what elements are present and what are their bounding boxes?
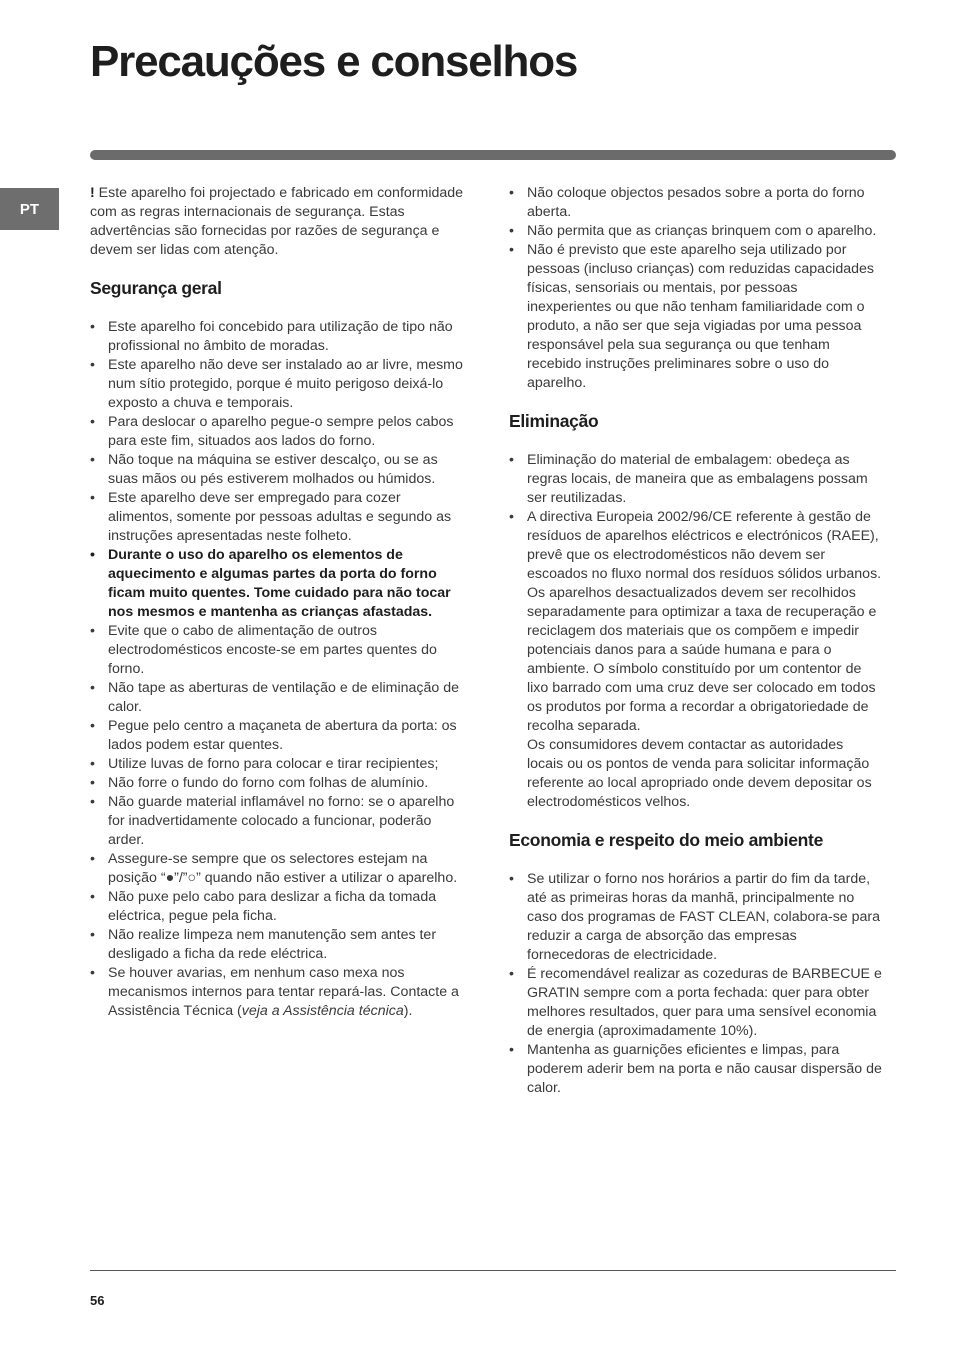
- intro-paragraph: [90, 184, 464, 260]
- eliminacao-list: [509, 451, 883, 812]
- economia-list: [509, 870, 883, 1098]
- cross-reference: veja a Assistência técnica: [241, 1003, 404, 1019]
- list-item: • Assegure-se sempre que os selectores estejam na posição “●”/”○” quando não estiver a utilizar o aparelho.: [90, 850, 464, 888]
- list-item: • Utilize luvas de forno para colocar e tirar recipientes;: [90, 755, 464, 774]
- list-item-text-continued: Os consumidores devem contactar as autoridades locais ou os pontos de venda para solicitar informação referente ao local apropriado onde devem depositar os electrodomésticos velhos.: [527, 737, 872, 810]
- footer-divider: [90, 1270, 896, 1271]
- list-item: • Para deslocar o aparelho pegue-o sempre pelos cabos para este fim, situados aos lados do forno.: [90, 413, 464, 451]
- section-heading-eliminacao: Eliminação: [509, 411, 599, 431]
- continued-list: [509, 184, 883, 393]
- list-item: [90, 964, 464, 1021]
- language-tab: PT: [0, 188, 59, 230]
- section-heading-seguranca: Segurança geral: [90, 278, 222, 298]
- intro-text: Este aparelho foi projectado e fabricado em conformidade com as regras internacionais de segurança. Estas advertências são fornecidas por razões de segurança e devem ser lidas com atenção.: [90, 185, 464, 258]
- list-item: • Este aparelho foi concebido para utilização de tipo não profissional no âmbito de moradas.: [90, 318, 464, 356]
- page-number: 56: [90, 1293, 105, 1308]
- list-item-end: ).: [403, 1003, 413, 1019]
- list-item-warning: • Durante o uso do aparelho os elementos de aquecimento e algumas partes da porta do forno ficam muito quentes. Tome cuidado para não tocar nos mesmos e mantenha as crianças afastadas.: [90, 546, 464, 622]
- list-item: • Não toque na máquina se estiver descalço, ou se as suas mãos ou pés estiverem molhados ou húmidos.: [90, 451, 464, 489]
- list-item-text: • A directiva Europeia 2002/96/CE referente à gestão de resíduos de aparelhos eléctricos e electrónicos (RAEE), prevê que os electrodomésticos não devem ser escoados no fluxo normal dos resíduos sólidos urbanos. Os aparelhos desactualizados devem ser recolhidos separadamente para optimizar a taxa de recuperação e reciclagem dos materiais que os compõem e impedir potenciais danos para a saúde humana e para o ambiente. O símbolo constituído por um contentor de lixo barrado com uma cruz deve ser colocado em todos os produtos por forma a recordar a obrigatoriedade de recolha separada.: [527, 509, 882, 734]
- list-item: • Pegue pelo centro a maçaneta de abertura da porta: os lados podem estar quentes.: [90, 717, 464, 755]
- list-item: • Não realize limpeza nem manutenção sem antes ter desligado a ficha da rede eléctrica.: [90, 926, 464, 964]
- list-item: • Não tape as aberturas de ventilação e de eliminação de calor.: [90, 679, 464, 717]
- list-item: • Este aparelho deve ser empregado para cozer alimentos, somente por pessoas adultas e segundo as instruções apresentadas neste folheto.: [90, 489, 464, 546]
- warning-mark: !: [90, 185, 95, 201]
- list-item: • Se utilizar o forno nos horários a partir do fim da tarde, até as primeiras horas da manhã, principalmente no caso dos programas de FAST CLEAN, colabora-se para reduzir a carga de absorção das empresas fornecedoras de electricidade.: [509, 870, 883, 965]
- seguranca-list: [90, 318, 464, 1021]
- list-item: • Não puxe pelo cabo para deslizar a ficha da tomada eléctrica, pegue pela ficha.: [90, 888, 464, 926]
- list-item: • Não é previsto que este aparelho seja utilizado por pessoas (incluso crianças) com reduzidas capacidades físicas, sensoriais ou mentais, por pessoas inexperientes ou que não tenham familiaridade com o produto, a não ser que seja vigiadas por uma pessoa responsável pela sua segurança ou que tenham recebido instruções preliminares sobre o uso do aparelho.: [509, 241, 883, 393]
- list-item: [509, 508, 883, 812]
- list-item: • Não forre o fundo do forno com folhas de alumínio.: [90, 774, 464, 793]
- list-item: • Não guarde material inflamável no forno: se o aparelho for inadvertidamente colocado a funcionar, poderão arder.: [90, 793, 464, 850]
- list-item: • Este aparelho não deve ser instalado ao ar livre, mesmo num sítio protegido, porque é muito perigoso deixá-lo exposto a chuva e temporais.: [90, 356, 464, 413]
- right-column: [509, 184, 883, 1114]
- list-item: • Evite que o cabo de alimentação de outros electrodomésticos encoste-se em partes quentes do forno.: [90, 622, 464, 679]
- list-item: • Não permita que as crianças brinquem com o aparelho.: [509, 222, 883, 241]
- list-item: • Eliminação do material de embalagem: obedeça as regras locais, de maneira que as embalagens possam ser reutilizadas.: [509, 451, 883, 508]
- page-title: Precauções e conselhos: [90, 37, 578, 86]
- section-heading-economia: Economia e respeito do meio ambiente: [509, 830, 824, 850]
- list-item: • Não coloque objectos pesados sobre a porta do forno aberta.: [509, 184, 883, 222]
- left-column: [90, 184, 464, 1037]
- list-item-text: Se houver avarias, em nenhum caso mexa nos mecanismos internos para tentar repará-las. Contacte a Assistência Técnica (: [108, 965, 459, 1019]
- title-divider: [90, 150, 896, 160]
- list-item: • Mantenha as guarnições eficientes e limpas, para poderem aderir bem na porta e não causar dispersão de calor.: [509, 1041, 883, 1098]
- list-item: • É recomendável realizar as cozeduras de BARBECUE e GRATIN sempre com a porta fechada: quer para obter melhores resultados, quer para uma sensível economia de energia (aproximadamente 10%).: [509, 965, 883, 1041]
